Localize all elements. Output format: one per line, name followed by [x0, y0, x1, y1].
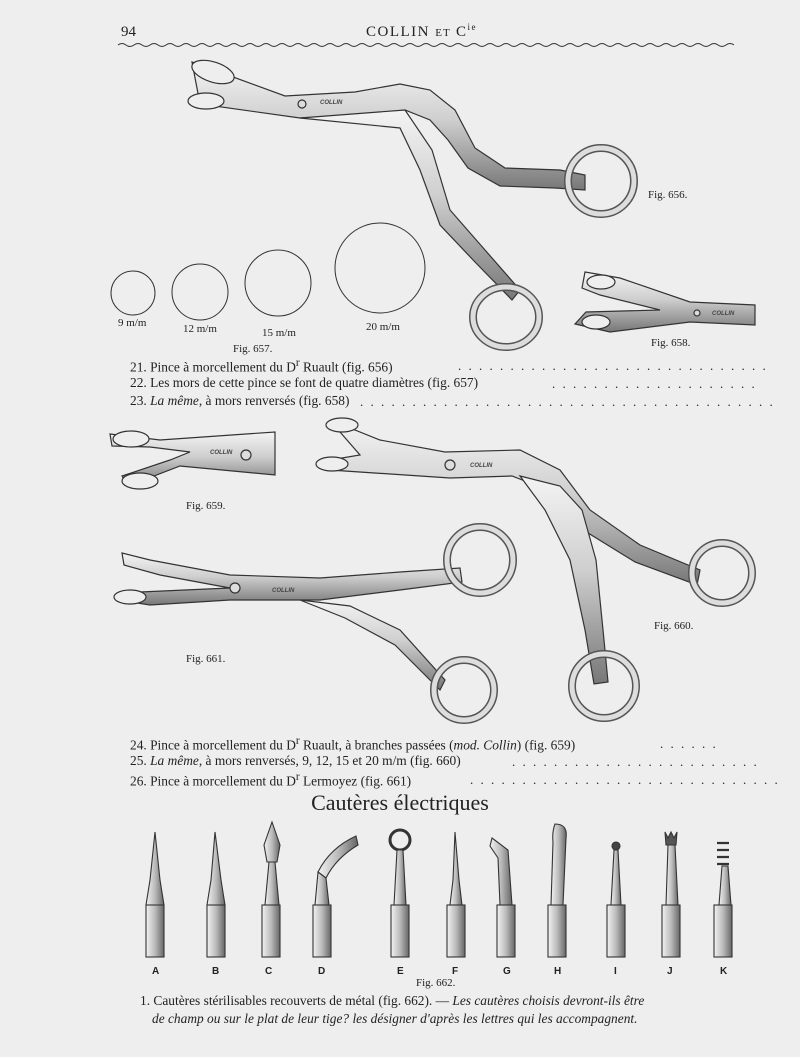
item-26: 26. Pince à morcellement du $D^r$ Lermoyez (fig. 661)	[130, 771, 412, 789]
caption-fig-662: Fig. 662.	[416, 977, 456, 989]
fig-659-engraving: COLLIN	[210, 450, 233, 456]
cautery-h	[548, 824, 566, 957]
cautery-label-k: K	[720, 966, 728, 977]
diameter-label-12: 12 m/m	[183, 323, 217, 335]
fig-658-engraving: COLLIN	[712, 311, 735, 317]
fig-661-forceps	[114, 527, 513, 720]
cautery-c	[262, 822, 280, 957]
cautery-a	[146, 832, 164, 957]
fig-658-jaws	[575, 272, 755, 332]
fig-656-engraving: COLLIN	[320, 100, 343, 106]
caption-fig-660: Fig. 660.	[654, 620, 694, 632]
cautery-label-a: A	[152, 966, 160, 977]
caption-fig-658: Fig. 658.	[651, 337, 691, 349]
cautery-label-h: H	[554, 966, 562, 977]
cautery-i	[607, 842, 625, 957]
header-et: ET	[435, 27, 451, 39]
page-number: 94	[121, 24, 136, 40]
dot-leader-22: . . . . . . . . . . . . . . . . . . . .	[552, 376, 757, 391]
fig-660-engraving: COLLIN	[470, 463, 493, 469]
header-collin: COLLIN	[366, 24, 430, 40]
cautery-d	[313, 836, 358, 957]
fig-661-engraving: COLLIN	[272, 588, 295, 594]
diameter-label-20: 20 m/m	[366, 321, 400, 333]
fig-657-circles	[111, 223, 425, 320]
fig-662-cauteries	[146, 822, 732, 957]
dot-leader-24: . . . . . .	[660, 736, 718, 751]
item-22: 22. Les mors de cette pince se font de quatre diamètres (fig. 657)	[130, 375, 479, 390]
fig-656-forceps	[188, 56, 634, 347]
cautery-label-e: E	[397, 966, 404, 977]
cautery-g	[490, 838, 515, 957]
cautery-e	[390, 830, 410, 957]
item-23: 23. La même, à mors renversés (fig. 658)	[130, 393, 350, 408]
fig-660-forceps	[316, 418, 752, 718]
caption-fig-661: Fig. 661.	[186, 653, 226, 665]
footnote-line-2: de champ ou sur le plat de leur tige? les désigner d'après les lettres qui les accompagnent.	[152, 1011, 638, 1026]
cautery-label-f: F	[452, 966, 459, 977]
cautery-b	[207, 832, 225, 957]
cautery-label-c: C	[265, 966, 273, 977]
dot-leader-21: . . . . . . . . . . . . . . . . . . . . . . . . . . . . . .	[458, 358, 768, 373]
dot-leader-25: . . . . . . . . . . . . . . . . . . . . . . . .	[512, 754, 759, 769]
cautery-label-d: D	[318, 966, 326, 977]
diameter-label-15: 15 m/m	[262, 327, 296, 339]
header-c: C	[455, 24, 468, 40]
cautery-label-j: J	[667, 966, 673, 977]
header-ie: ie	[467, 22, 477, 32]
dot-leader-23: . . . . . . . . . . . . . . . . . . . . . . . . . . . . . . . . . . . . . . . .	[360, 394, 775, 409]
cautery-f	[447, 832, 465, 957]
cautery-label-b: B	[212, 966, 220, 977]
item-24: 24. Pince à morcellement du $D^r$ Ruault, à branches passées (mod. Collin) (fig. 659)	[130, 735, 576, 753]
diameter-label-9: 9 m/m	[118, 317, 147, 329]
caption-fig-656: Fig. 656.	[648, 189, 688, 201]
section-title: Cautères électriques	[311, 790, 489, 815]
cautery-j	[662, 832, 680, 957]
item-25: 25. La même, à mors renversés, 9, 12, 15 et 20 m/m (fig. 660)	[130, 753, 461, 768]
footnote-line-1: 1. Cautères stérilisables recouverts de métal (fig. 662). — Les cautères choisis devront-ils être	[140, 993, 645, 1008]
caption-fig-657: Fig. 657.	[233, 343, 273, 355]
cautery-label-i: I	[614, 966, 617, 977]
caption-fig-659: Fig. 659.	[186, 500, 226, 512]
dot-leader-26: . . . . . . . . . . . . . . . . . . . . . . . . . . . . . .	[470, 772, 780, 787]
fig-659-jaws	[110, 431, 275, 489]
cautery-label-g: G	[503, 966, 511, 977]
item-21: 21. Pince à morcellement du $D^r$ Ruault (fig. 656)	[130, 357, 393, 375]
cautery-k	[714, 843, 732, 957]
